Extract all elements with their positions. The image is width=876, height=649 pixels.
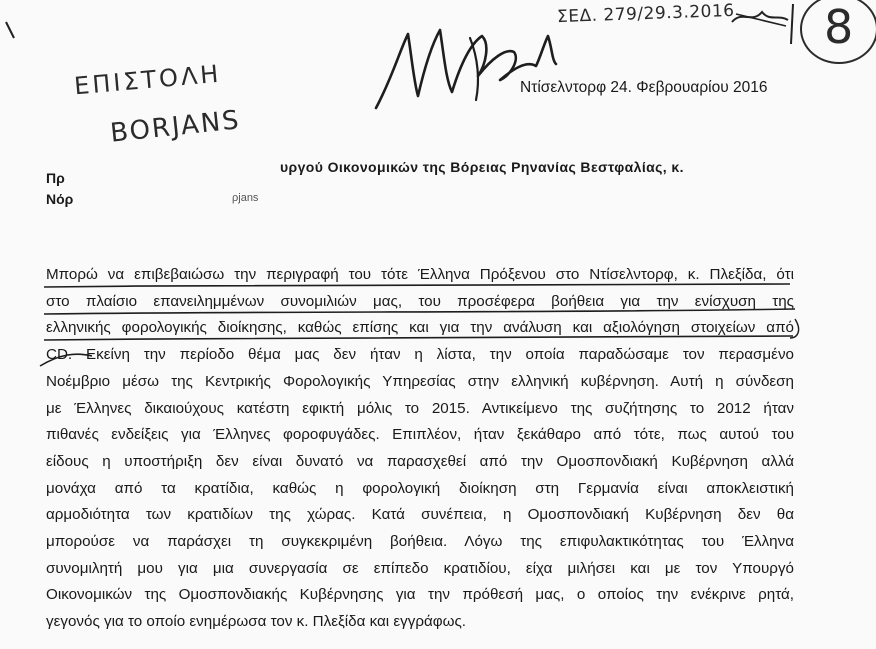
body-line: συνομιλητή μου για μια συνεργασία σε επίπεδο κρατιδίου, είχα μιλήσει και με τον Υπουργό: [46, 559, 794, 577]
body-line: μονάχα από τα κρατίδια, καθώς η φορολογική διοίκηση στη Γερμανία είναι αποκλειστική: [46, 479, 794, 497]
body-line: Οικονομικών της Ομοσπονδιακής Κυβέρνησης για την πρόθεσή μας, ο οποίος την ενέκρινε ρητά,: [46, 586, 794, 604]
body-line: ελληνικής φορολογικής διοίκησης, καθώς επίσης και για την ανάλυση και αξιολόγηση στοιχείων από: [46, 319, 794, 337]
circled-number-text: 8: [824, 0, 854, 54]
addressee-line-1-end: υργού Οικονομικών της Βόρειας Ρηνανίας Βεστφαλίας, κ.: [280, 159, 684, 175]
addressee-line-2-end: ρjans: [232, 192, 259, 204]
body-line: με Έλληνες δικαιούχους κατέστη εφικτή μόλις το 2015. Αντικείμενο της συζήτησης το 2012 ήταν: [46, 399, 794, 417]
letter-date: Ντίσελντορφ 24. Φεβρουαρίου 2016: [520, 79, 768, 96]
body-line: Νοέμβριο μέσω της Κεντρικής Φορολογικής Υπηρεσίας στην ελληνική κυβέρνηση. Αυτή η σύνδεση: [46, 372, 794, 390]
body-line: μπορούσε να παράσχει τη συγκεκριμένη βοήθεια. Λόγω της επιφυλακτικότητας του Έλληνα: [46, 533, 794, 551]
body-line: CD. Εκείνη την περίοδο θέμα μας δεν ήταν η λίστα, την οποία παραδώσαμε τον περασμένο: [46, 346, 794, 364]
body-line: γεγονός για το οποίο ενημέρωσα τον κ. Πλεξίδα και εγγράφως.: [46, 613, 467, 631]
letter-body: [46, 262, 794, 636]
body-line: πιθανές ενδείξεις για Έλληνες φοροφυγάδες. Επιπλέον, ήταν ξεκάθαρο από τότε, πως αυτού του: [46, 426, 794, 444]
handwritten-label-line-2: BORJANS: [108, 105, 243, 149]
body-line: είδους η υποστήριξη δεν είναι δυνατό να παρασχεθεί από την Ομοσπονδιακή Κυβέρνηση αλλά: [46, 452, 794, 470]
body-line: Μπορώ να επιβεβαιώσω την περιγραφή του τότε Έλληνα Πρόξενου στο Ντίσελντορφ, κ. Πλεξίδα, ότι: [46, 266, 794, 283]
body-line: αρμοδιότητα των κρατιδίων της χώρας. Κατά συνέπεια, η Ομοσπονδιακή Κυβέρνηση δεν θα: [46, 506, 794, 524]
circled-page-number: [800, 0, 876, 64]
addressee-line-2-start: Νόρ: [46, 191, 74, 207]
handwritten-reference-number: ΣΕΔ. 279/29.3.2016: [556, 0, 735, 28]
addressee-line-1-start: Πρ: [46, 170, 65, 186]
handwritten-label-line-1: ΕΠΙΣΤΟΛΗ: [73, 59, 223, 101]
body-line: στο πλαίσιο επανειλημμένων συνομιλιών μας, του προσέφερα βοήθεια για την ενίσχυση της: [46, 292, 794, 310]
